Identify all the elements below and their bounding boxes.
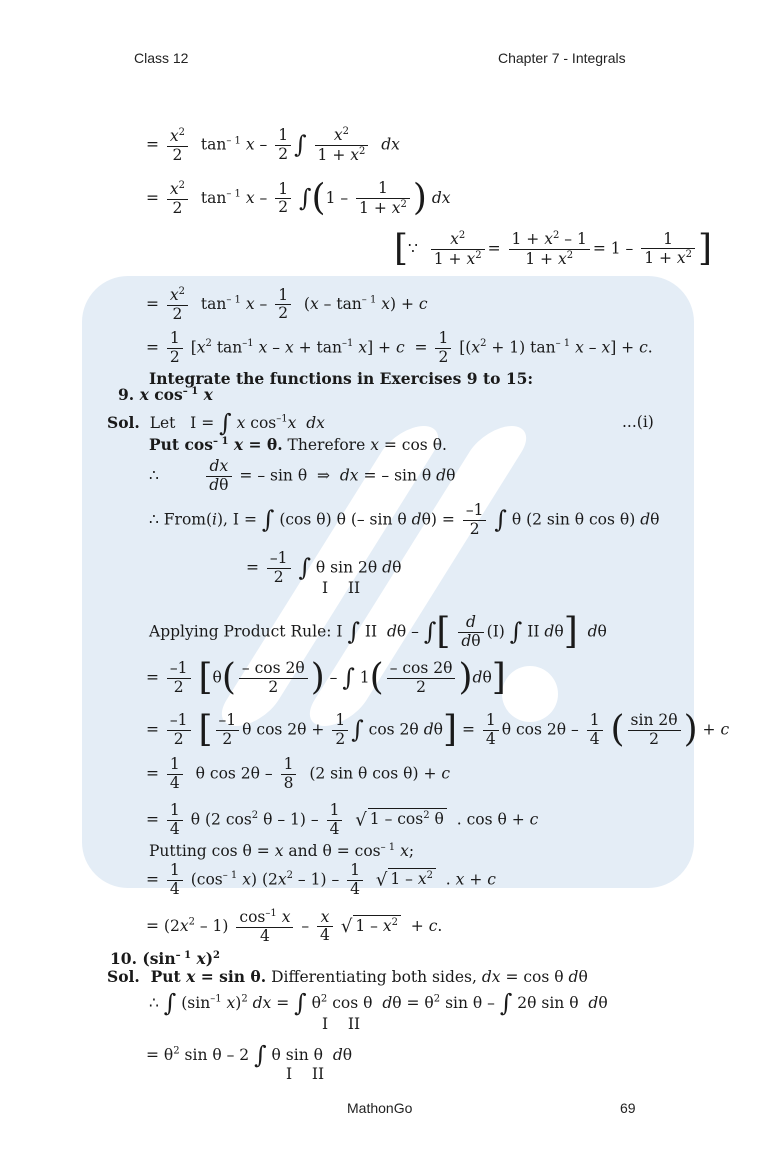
q9-step-d: = $\frac{1}{4}$ θ (2 $\cos^2 \theta - 1$) – $\frac{1}{4}$ √ $1 - \cos^2 \theta$ . cos θ + c — [146, 801, 539, 838]
q10-step-a: ∴ ∫ ($\sin^{-1}$ x)$^2$ dx = ∫ $\theta^2$ cos θ $d\theta = \theta^2$ sin θ – ∫ 2θ sin θ dθ — [149, 989, 608, 1017]
q9-from-i: ∴ From(i), I = ∫ (cos θ) θ (– sin θ dθ) = $\frac{-1}{2}$ ∫ θ (2 sin θ cos θ) dθ — [149, 501, 660, 538]
label-i-ii-3: I II — [286, 1065, 325, 1083]
q9-final: = $(2x^2 - 1)$ $\frac{\cos^{-1} x}{4}$ – $\frac{x}{4}$ √ $1 - x^2 + c$. — [146, 907, 443, 945]
q9-step-e: = $\frac{1}{4}$ ($\cos^{- 1}$ x) $(2x^2 - 1)$ – $\frac{1}{4}$ √ $1 - x^2$ . x + c — [146, 861, 496, 898]
page-number: 69 — [620, 1100, 636, 1116]
q10-put: Sol. Put x = sin θ. Differentiating both sides, dx = cos θ dθ — [107, 967, 588, 986]
eq-because: [∵ $\frac{x^2}{1 + x^2}$ = $\frac{1 + x^2 - 1}{1 + x^2}$ = 1 – $\frac{1}{1 + x^2}$ ] — [394, 228, 713, 270]
q9-putting: Putting cos θ = x and $\theta = \cos^{- 1} x$; — [149, 842, 415, 861]
header-class: Class 12 — [134, 50, 189, 66]
label-i-ii-2: I II — [322, 1015, 361, 1033]
header-chapter: Chapter 7 - Integrals — [498, 50, 626, 66]
q10-statement: 10. ($\sin^{- 1}$ x)$^2$ — [110, 949, 221, 969]
q9-let: Sol. Let I = ∫ x $\cos^{-1}x$ dx — [107, 409, 325, 437]
q9-dx-dtheta: ∴ $\frac{dx}{d\theta}$ = – sin θ ⇒ dx = – sin θ dθ — [149, 457, 456, 494]
eq-line-4: = $\frac{1}{2}$ [$x^2$ $\tan^{-1} x - x + \tan^{-1} x] + c$ = $\frac{1}{2}$ [$(x^2 + 1)$ $\tan^{- 1} x - x] + c$. — [146, 329, 653, 366]
q9-step-c: = $\frac{1}{4}$ θ cos 2θ – $\frac{1}{8}$ (2 sin θ cos θ) + c — [146, 755, 451, 792]
q9-step-a: = $\frac{-1}{2}$ [θ( $\frac{- \cos 2\theta}{2}$ ) – ∫ 1( $\frac{- \cos 2\theta}{2}$ )dθ] — [146, 656, 506, 698]
label-i-ii-1: I II — [322, 579, 361, 597]
eq-ref-i: ...(i) — [622, 413, 654, 431]
footer-brand: MathonGo — [347, 1100, 413, 1116]
product-rule: Applying Product Rule: I ∫ II dθ – ∫[ $\frac{d}{d\theta}$ (I) ∫ II dθ] dθ — [149, 610, 607, 652]
eq-line-2: = $\frac{x^2}{2}$ $\tan^{- 1} x$ – $\frac{1}{2}$ ∫(1 – $\frac{1}{1 + x^2}$ ) dx — [146, 177, 451, 219]
q9-statement: 9. x $\cos^{- 1} x$ — [118, 385, 213, 405]
eq-line-3: = $\frac{x^2}{2}$ $\tan^{- 1} x$ – $\frac{1}{2}$ $(x - \tan^{- 1} x) + c$ — [146, 285, 428, 323]
q9-step-b: = $\frac{-1}{2}$ [ $\frac{-1}{2}$ θ cos 2θ + $\frac{1}{2}$ ∫ cos 2θ dθ] = $\frac{1}{4}$ θ cos 2θ – $\frac{1}{4}$ ( $\frac{\sin 2\theta}{2}$ ) + c — [146, 708, 730, 750]
q10-step-b: = $\theta^2$ sin θ – 2 ∫ θ sin θ dθ — [146, 1041, 353, 1069]
q9-sin2theta: = $\frac{-1}{2}$ ∫ θ sin 2θ dθ — [246, 549, 402, 586]
section-heading: Integrate the functions in Exercises 9 to 15: — [149, 369, 534, 388]
eq-line-1: = $\frac{x^2}{2}$ $\tan^{- 1} x$ – $\frac{1}{2}$ ∫ $\frac{x^2}{1 + x^2}$ dx — [146, 126, 400, 165]
q9-put: Put $\cos^{- 1} x = \theta$. Therefore x = cos θ. — [149, 435, 447, 455]
